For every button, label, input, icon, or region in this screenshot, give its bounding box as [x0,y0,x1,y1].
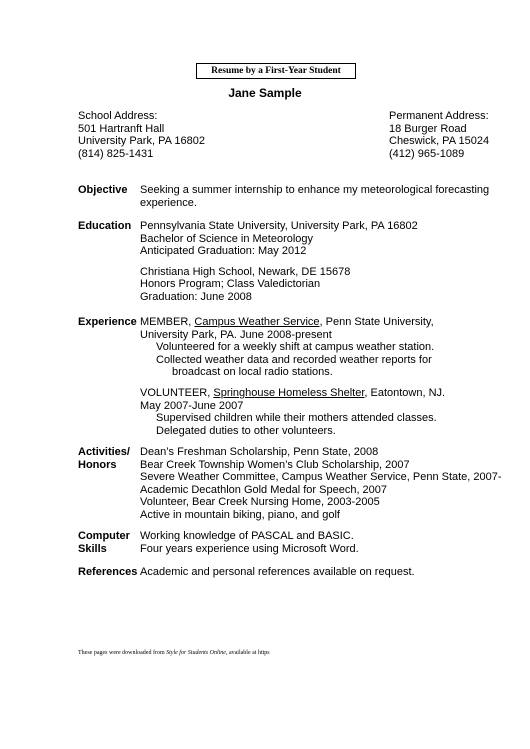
education-school1-name: Pennsylvania State University, University Park, PA 16802 [140,220,418,232]
permanent-address-label: Permanent Address: [389,110,489,122]
objective-body [140,184,500,209]
references-text: Academic and personal references available on request. [140,566,415,578]
computer-skills-heading-line: Skills [78,542,107,555]
education-school1-degree: Bachelor of Science in Meteorology [140,232,314,245]
objective-line: Seeking a summer internship to enhance my meteorological forecasting [140,184,490,196]
experience-job2-location: , Eatontown, NJ. [364,386,446,399]
experience-job2-role: VOLUNTEER, [140,386,214,399]
activity-item: Bear Creek Township Women’s Club Scholarship, 2007 [140,458,410,471]
experience-job2-title [140,387,500,400]
download-footer [78,647,270,660]
experience-heading: Experience [78,316,137,328]
experience-job1-location: , Penn State University, [319,316,434,328]
activities-heading-line: Activities/ [78,446,130,458]
experience-job2-dates: May 2007-June 2007 [140,399,244,412]
permanent-address-line2: Cheswick, PA 15024 [389,135,490,148]
activity-item: Volunteer, Bear Creek Nursing Home, 2003-2005 [140,496,380,509]
education-school1-graduation: Anticipated Graduation: May 2012 [140,245,307,258]
experience-job2-duty: Delegated duties to other volunteers. [156,424,336,437]
objective-line: experience. [140,196,197,209]
computer-skills-heading-line: Computer [78,530,130,542]
experience-job2-duty: Supervised children while their mothers attended classes. [156,412,437,425]
footer-suffix: , available at https [225,650,270,656]
experience-job1-duty: Volunteered for a weekly shift at campus weather station. [156,341,435,354]
school-address-line1: 501 Hartranft Hall [78,122,165,135]
education-heading: Education [78,220,132,232]
activity-item: Dean’s Freshman Scholarship, Penn State, 2008 [140,446,379,458]
permanent-address-line1: 18 Burger Road [389,122,467,135]
education-school2-honors: Honors Program; Class Valedictorian [140,278,321,291]
footer-source: Style for Students Online [166,650,226,656]
school-address-line2: University Park, PA 16802 [78,135,205,148]
activities-heading [78,446,138,471]
activities-heading-line: Honors [78,458,117,471]
experience-job2-org: Springhouse Homeless Shelter [213,386,365,399]
experience-job1-title [140,316,500,329]
experience-job1-org: Campus Weather Service [194,316,320,328]
permanent-address [389,110,489,160]
activity-item: Academic Decathlon Gold Medal for Speech, 2007 [140,483,388,496]
computer-skill-item: Working knowledge of PASCAL and BASIC. [140,530,354,542]
school-address [78,110,205,160]
activity-item: Active in mountain biking, piano, and golf [140,508,340,521]
experience-job1-dates: University Park, PA. June 2008-present [140,328,332,341]
experience-job1-duty: broadcast on local radio stations. [172,366,333,379]
computer-skills-heading [78,530,138,555]
applicant-name: Jane Sample [228,86,302,100]
computer-skill-item: Four years experience using Microsoft Word. [140,542,359,555]
education-school2-name: Christiana High School, Newark, DE 15678 [140,265,351,278]
computer-skills-body [140,530,500,555]
references-body [140,566,500,579]
footer-prefix: These pages were downloaded from [78,650,167,656]
experience-body [140,316,500,437]
education-school2-graduation: Graduation: June 2008 [140,290,252,303]
activity-item: Severe Weather Committee, Campus Weather Service, Penn State, 2007- [140,471,502,484]
education-body [140,220,500,304]
experience-job1-duty: Collected weather data and recorded weather reports for [156,353,432,366]
document-title: Resume by a First-Year Student [196,63,356,79]
experience-job1-role: MEMBER, [140,316,195,328]
permanent-address-phone: (412) 965-1089 [389,147,465,160]
references-heading: References [78,566,138,578]
activities-body [140,446,530,522]
objective-heading: Objective [78,184,128,196]
school-address-label: School Address: [78,110,158,122]
school-address-phone: (814) 825-1431 [78,147,154,160]
